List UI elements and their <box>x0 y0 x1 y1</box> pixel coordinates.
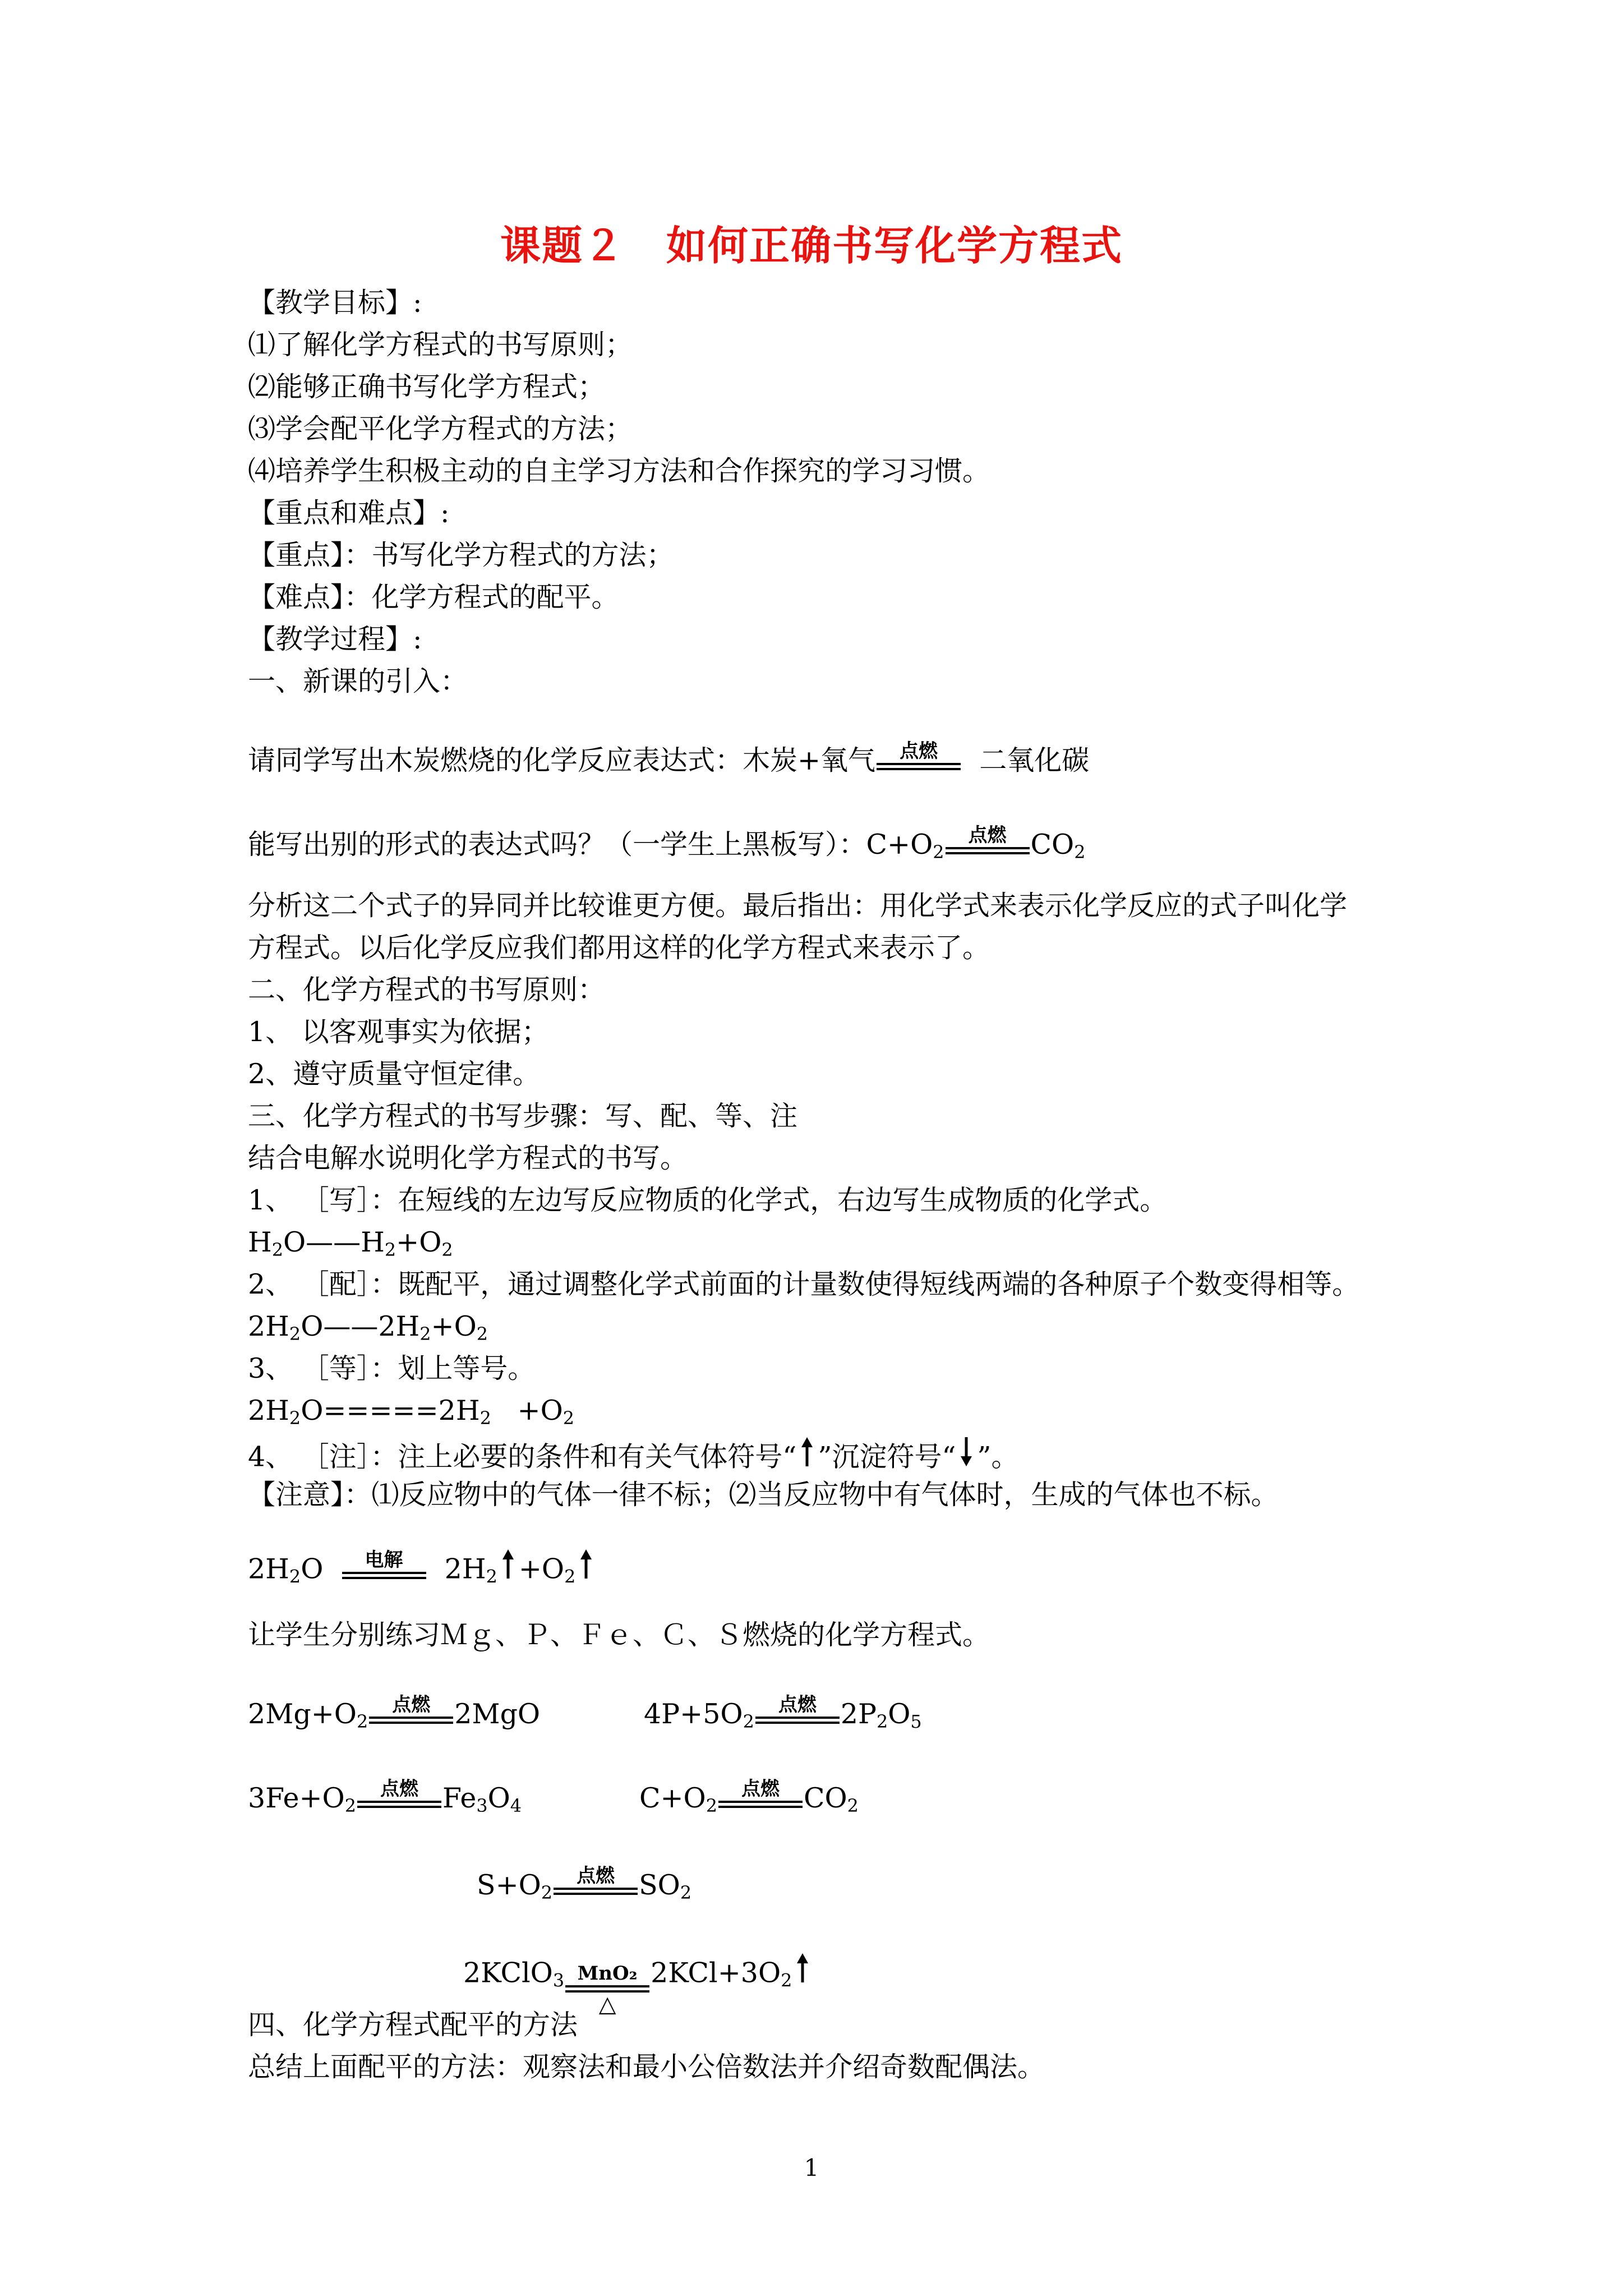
step-item: 3、 ［等］：划上等号。 <box>248 1352 536 1384</box>
section-title: 一、新课的引入： <box>248 665 468 697</box>
equation-step1: $H_2O——H_2+O_2$ <box>248 1226 453 1260</box>
objective-item: ⑴了解化学方程式的书写原则； <box>248 329 633 361</box>
section-title: 三、化学方程式的书写步骤：写、配、等、注 <box>248 1100 798 1132</box>
reaction-condition: 点燃 <box>357 1778 441 1809</box>
equation-mg: $2Mg+O_2$ 点燃 2MgO <box>248 1694 541 1732</box>
reaction-condition: 点燃 <box>877 740 961 771</box>
equation-kclo3: 2KClO$_3$ MnO₂ △ $2KCl+3O_2$ <box>463 1952 813 2016</box>
page-title: 课题２ 如何正确书写化学方程式 <box>500 222 1123 269</box>
intro-word-equation: 请同学写出木炭燃烧的化学反应表达式：木炭+氧气 点燃 二氧化碳 <box>248 740 1090 777</box>
equation-p: $4P+5O_2$ 点燃 $2P_2O_5$ <box>644 1694 922 1732</box>
objective-item: ⑷培养学生积极主动的自主学习方法和合作探究的学习习惯。 <box>248 455 990 487</box>
process-heading: 【教学过程】: <box>248 623 422 655</box>
principle-item: 1、 以客观事实为依据； <box>248 1016 549 1048</box>
gas-arrow-icon <box>799 1436 815 1467</box>
equation-step2: $2H_2O——2H_2+O_2$ <box>248 1310 488 1345</box>
precipitate-arrow-icon <box>958 1436 975 1467</box>
difficulty-point: 【难点】：化学方程式的配平。 <box>248 581 619 613</box>
keypoints-heading: 【重点和难点】: <box>248 497 450 529</box>
reaction-condition: 点燃 <box>946 825 1030 855</box>
reaction-condition: 点燃 <box>554 1865 638 1895</box>
step-item: 4、 ［注］：注上必要的条件和有关气体符号“ ”沉淀符号“ ”。 <box>248 1436 1018 1474</box>
page-number: 1 <box>804 2154 819 2182</box>
paragraph: 分析这二个式子的异同并比较谁更方便。最后指出：用化学式来表示化学反应的式子叫化学 <box>248 890 1348 922</box>
intro-chemical-equation: 能写出别的形式的表达式吗？（一学生上黑板写）：$C+O_2$ 点燃 $CO_2$ <box>248 824 1086 863</box>
electrolysis-equation: $2H_2O$ 电解 $2H_2 +O_2$ <box>248 1548 597 1586</box>
objective-item: ⑵能够正确书写化学方程式； <box>248 371 606 403</box>
reaction-condition: MnO₂ △ <box>565 1963 649 2016</box>
principle-item: 2、遵守质量守恒定律。 <box>248 1058 541 1090</box>
paragraph: 总结上面配平的方法：观察法和最小公倍数法并介绍奇数配偶法。 <box>248 2051 1045 2083</box>
section-title: 二、化学方程式的书写原则： <box>248 974 606 1006</box>
practice-instruction: 让学生分别练习Ｍｇ、Ｐ、Ｆｅ、Ｃ、Ｓ燃烧的化学方程式。 <box>248 1619 990 1651</box>
gas-arrow-icon <box>578 1548 594 1580</box>
equation-c: $C+O_2$ 点燃 $CO_2$ <box>639 1778 859 1816</box>
section-title: 四、化学方程式配平的方法 <box>248 2009 578 2041</box>
step-item: 1、 ［写］：在短线的左边写反应物质的化学式，右边写生成物质的化学式。 <box>248 1184 1168 1216</box>
gas-arrow-icon <box>794 1952 811 1984</box>
equation-step3: $2H_2O=====2H_2 +O_2$ <box>248 1395 575 1429</box>
reaction-condition: 电解 <box>342 1549 426 1580</box>
focus-point: 【重点】：书写化学方程式的方法； <box>248 539 674 571</box>
note: 【注意】：⑴反应物中的气体一律不标；⑵当反应物中有气体时，生成的气体也不标。 <box>248 1479 1279 1511</box>
equation-s: $S+O_2$ 点燃 $SO_2$ <box>477 1865 692 1903</box>
step-item: 2、 ［配］：既配平，通过调整化学式前面的计量数使得短线两端的各种原子个数变得相等。 <box>248 1268 1360 1300</box>
objective-item: ⑶学会配平化学方程式的方法； <box>248 413 633 445</box>
equation-fe: $3Fe+O_2$ 点燃 $Fe_3O_4$ <box>248 1778 522 1816</box>
objectives-heading: 【教学目标】: <box>248 287 422 319</box>
paragraph: 结合电解水说明化学方程式的书写。 <box>248 1142 688 1174</box>
paragraph: 方程式。以后化学反应我们都用这样的化学方程式来表示了。 <box>248 932 990 964</box>
reaction-condition: 点燃 <box>718 1778 803 1809</box>
gas-arrow-icon <box>500 1548 517 1580</box>
reaction-condition: 点燃 <box>369 1694 453 1724</box>
reaction-condition: 点燃 <box>755 1694 840 1724</box>
